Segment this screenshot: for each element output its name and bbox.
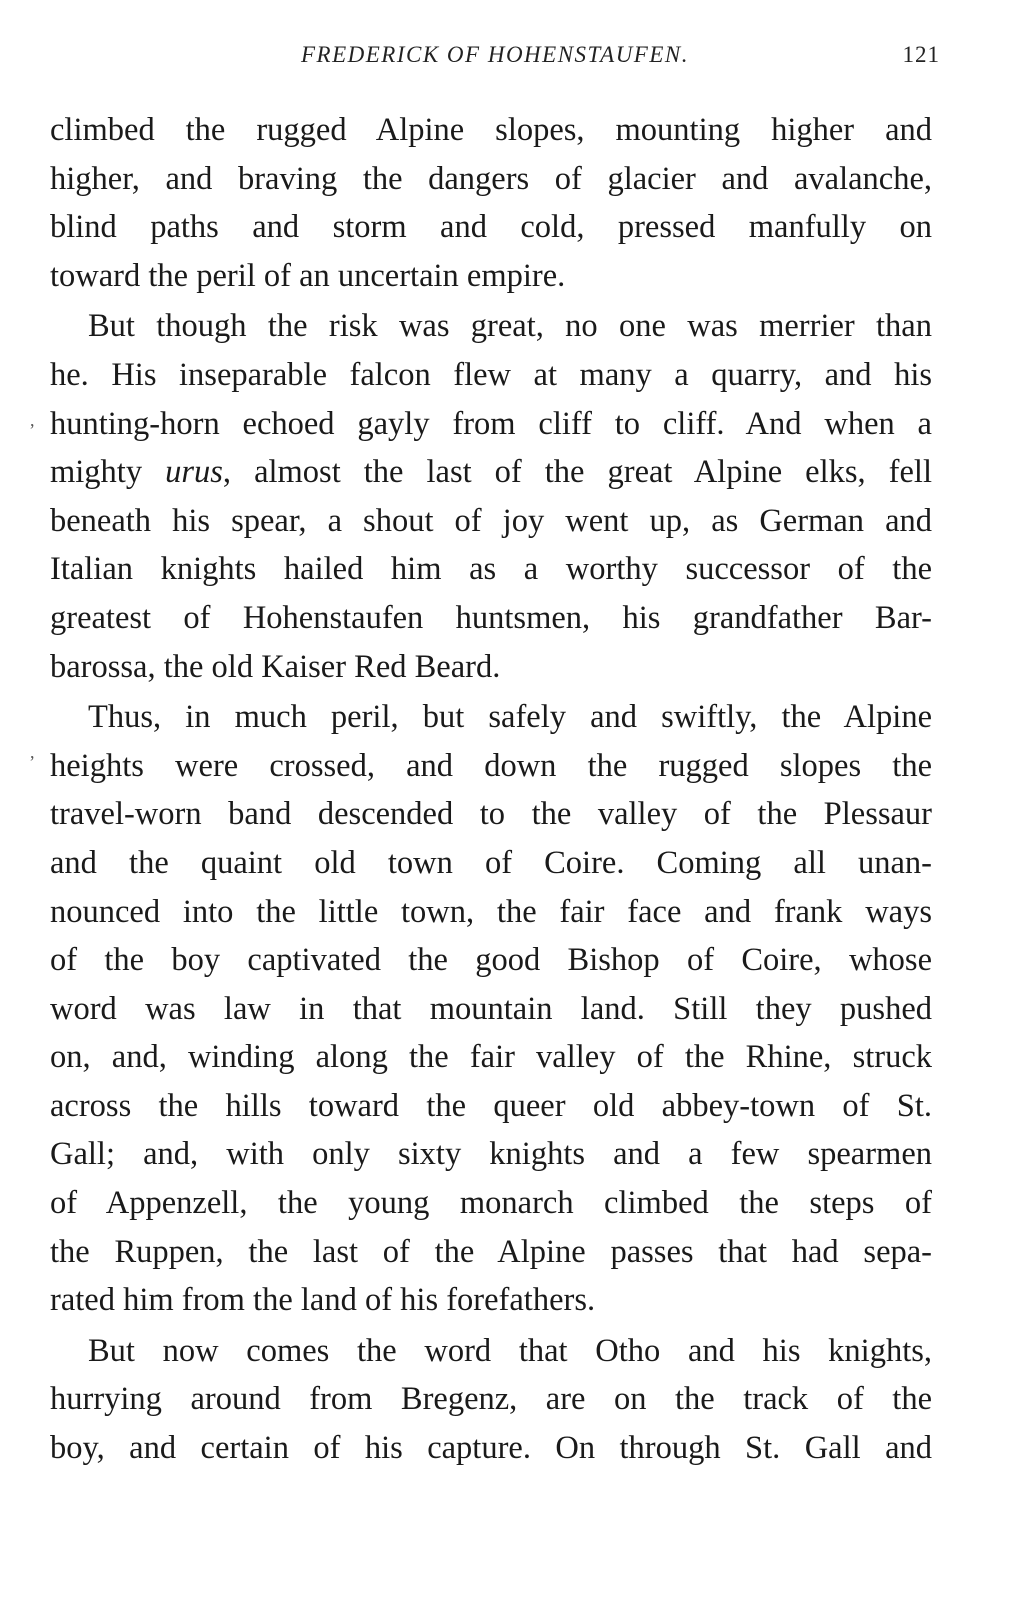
text-line: on, and, winding along the fair valley of the Rhine, struck: [50, 1039, 932, 1076]
running-title: FREDERICK OF HOHENSTAUFEN.: [300, 42, 689, 67]
running-head: [50, 42, 940, 76]
text-line: he. His inseparable falcon flew at many a quarry, and his: [50, 356, 932, 393]
text-line: blind paths and storm and cold, pressed manfully on: [50, 209, 932, 246]
text-line: across the hills toward the queer old abbey-town of St.: [50, 1087, 932, 1124]
text-line: nounced into the little town, the fair face and frank ways: [50, 893, 932, 930]
body-text: [50, 106, 932, 1473]
text-line: and the quaint old town of Coire. Coming all unan-: [50, 844, 932, 881]
paragraph: [50, 106, 932, 300]
margin-speck: ,: [30, 410, 35, 430]
text-line: toward the peril of an uncertain empire.: [50, 257, 566, 294]
text-line: hurrying around from Bregenz, are on the track of the: [50, 1381, 932, 1418]
page-number: 121: [902, 42, 940, 67]
text-line: Thus, in much peril, but safely and swiftly, the Alpine: [88, 699, 932, 736]
text-line: rated him from the land of his forefathers.: [50, 1282, 596, 1319]
text-run: , almost the last of the great Alpine elks, fell: [222, 454, 932, 491]
text-line: heights were crossed, and down the rugged slopes the: [50, 747, 932, 784]
paragraph: [50, 302, 932, 691]
text-line: climbed the rugged Alpine slopes, mounting higher and: [50, 112, 932, 148]
text-line: [50, 448, 932, 497]
text-line: of Appenzell, the young monarch climbed the steps of: [50, 1185, 932, 1222]
text-line: word was law in that mountain land. Still they pushed: [50, 990, 932, 1027]
text-line: the Ruppen, the last of the Alpine passes that had sepa-: [50, 1233, 932, 1270]
text-line: Gall; and, with only sixty knights and a few spearmen: [50, 1136, 932, 1173]
text-line: beneath his spear, a shout of joy went up, as German and: [50, 502, 932, 539]
text-line: barossa, the old Kaiser Red Beard.: [50, 648, 501, 685]
margin-speck: ,: [30, 742, 35, 762]
text-line: hunting-horn echoed gayly from cliff to cliff. And when a: [50, 405, 932, 442]
text-line: But now comes the word that Otho and his knights,: [88, 1332, 932, 1369]
text-line: But though the risk was great, no one was merrier than: [88, 308, 932, 345]
text-line: of the boy captivated the good Bishop of Coire, whose: [50, 942, 932, 979]
italic-word: urus: [165, 454, 223, 491]
text-line: travel-worn band descended to the valley of the Plessaur: [50, 796, 932, 833]
text-line: higher, and braving the dangers of glacier and avalanche,: [50, 160, 932, 197]
paragraph: [50, 693, 932, 1325]
paragraph: [50, 1327, 932, 1473]
text-line: Italian knights hailed him as a worthy successor of the: [50, 551, 932, 588]
text-run: mighty: [50, 454, 166, 491]
text-line: boy, and certain of his capture. On through St. Gall and: [50, 1430, 932, 1467]
text-line: greatest of Hohenstaufen huntsmen, his grandfather Bar-: [50, 599, 932, 636]
